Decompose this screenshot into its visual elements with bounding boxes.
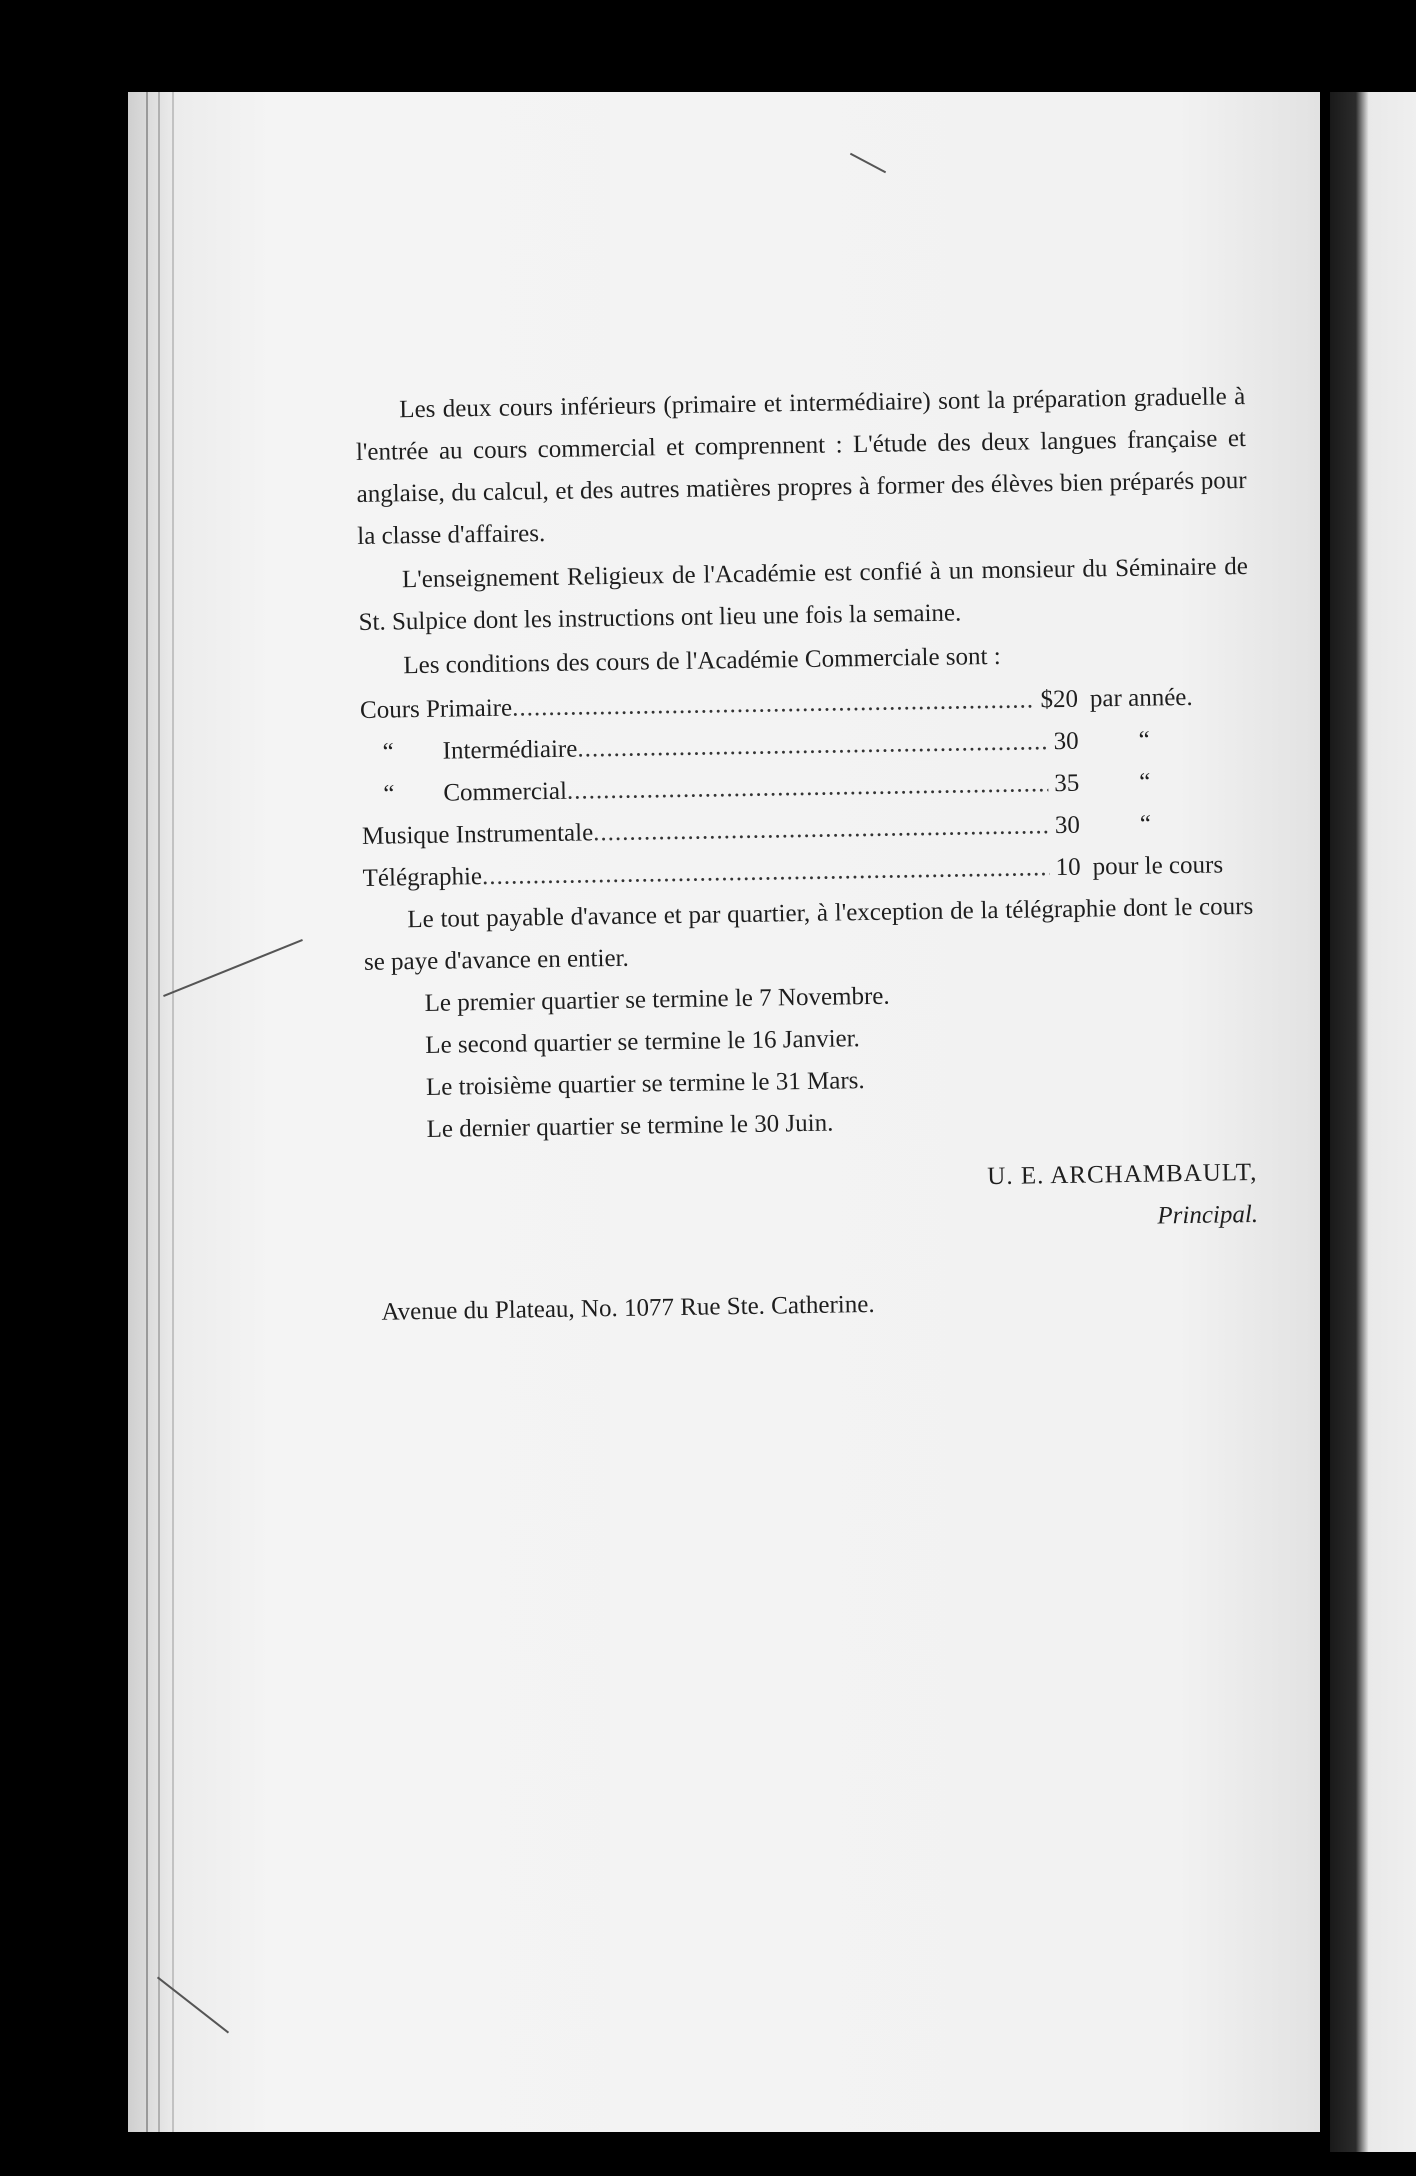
dot-leader	[577, 721, 1048, 770]
fee-label: Commercial	[443, 777, 568, 807]
fee-label: Musique Instrumentale	[361, 819, 594, 850]
fee-amount: 30	[1054, 811, 1081, 840]
signature: U. E. ARCHAMBAULT,	[987, 1158, 1258, 1191]
binding-edge-line	[146, 92, 148, 2132]
binding-edge-line	[158, 92, 160, 2132]
ditto-mark: “	[382, 738, 395, 766]
quarter-item: Le premier quartier se termine le 7 Novembre.	[424, 982, 890, 1017]
religion-paragraph: L'enseignement Religieux de l'Académie est confié à un monsieur du Séminaire de St. Sulpice dont les instructions ont lieu une fois la semaine.	[358, 552, 1249, 636]
intro-paragraph: Les deux cours inférieurs (primaire et intermédiaire) sont la préparation graduelle à l'entrée au cours commercial et comprennent : L'étude des deux langues française et anglaise, du calcul, et des autres matières propres à former des élèves bien préparés pour la classe d'affaires.	[355, 383, 1247, 550]
fee-amount: 35	[1054, 769, 1080, 798]
quarter-item: Le second quartier se termine le 16 Janvier.	[425, 1025, 861, 1059]
scan-scratch	[850, 153, 886, 174]
fee-label: Cours Primaire	[359, 694, 513, 724]
fee-amount: $20	[1040, 685, 1079, 714]
ditto-mark: “	[383, 780, 395, 808]
quarter-item: Le dernier quartier se termine le 30 Juin.	[426, 1109, 834, 1143]
fee-unit: par année.	[1089, 683, 1193, 713]
dot-leader	[593, 805, 1049, 854]
fee-label: Intermédiaire	[442, 735, 578, 765]
binding-edge-line	[172, 92, 174, 2132]
conditions-heading: Les conditions des cours de l'Académie Commerciale sont :	[403, 642, 1001, 680]
fee-amount: 30	[1053, 727, 1079, 756]
fee-unit: “	[1139, 768, 1151, 796]
quarter-item: Le troisième quartier se termine le 31 Mars.	[425, 1067, 865, 1101]
fee-unit: “	[1139, 810, 1152, 838]
fee-unit: “	[1138, 726, 1150, 754]
address: Avenue du Plateau, No. 1077 Rue Ste. Catherine.	[381, 1290, 875, 1326]
signatory-role: Principal.	[1157, 1200, 1259, 1230]
fee-label: Télégraphie	[362, 863, 483, 892]
adjacent-page-edge	[1330, 92, 1416, 2152]
document-body	[355, 376, 1260, 1334]
scan-scratch	[163, 939, 303, 997]
fee-amount: 10	[1055, 853, 1081, 882]
fee-unit: pour le cours	[1092, 851, 1224, 881]
scan-scratch	[157, 1977, 229, 2034]
payment-note: Le tout payable d'avance et par quartier, à l'exception de la télégraphie dont le cours se paye d'avance en entier.	[363, 892, 1254, 976]
quarter-list	[364, 970, 1257, 1152]
fee-table	[360, 676, 1253, 900]
